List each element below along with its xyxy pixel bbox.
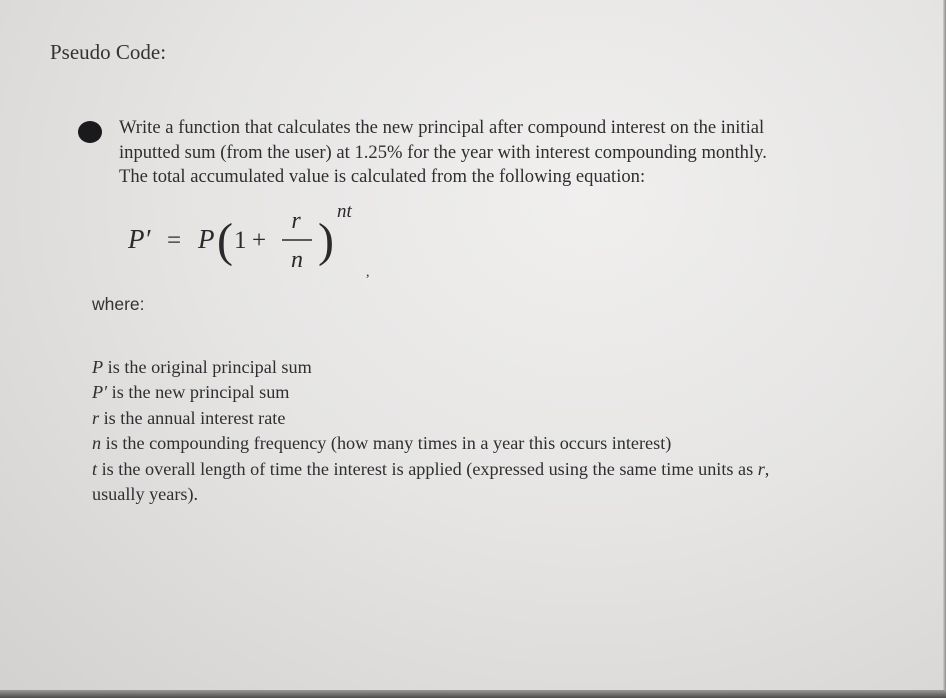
- equation-denominator: n: [291, 247, 303, 273]
- task-description: [119, 116, 879, 190]
- definition-text: usually years).: [92, 484, 199, 505]
- definition-inline-variable: r: [757, 458, 765, 479]
- equation-one: 1: [234, 227, 247, 254]
- equation-numerator: r: [291, 208, 301, 234]
- equation-open-paren: (: [217, 214, 233, 267]
- equation-close-paren: ): [318, 214, 334, 267]
- definition-text: is the annual interest rate: [99, 407, 286, 428]
- definition-row: [92, 482, 892, 507]
- equation-trailing-comma: ,: [366, 265, 370, 280]
- task-line-3: The total accumulated value is calculated from the following equation:: [119, 166, 646, 187]
- equation-plus: +: [252, 227, 267, 254]
- definition-variable: P′: [92, 382, 108, 403]
- task-line-1: Write a function that calculates the new principal after compound interest on the initial: [119, 117, 765, 138]
- definition-text: is the original principal sum: [103, 357, 312, 377]
- page-heading: Pseudo Code:: [50, 40, 167, 64]
- definition-row: [92, 380, 892, 405]
- definition-text: is the overall length of time the interest is applied (expressed using the same time units as: [97, 458, 758, 479]
- equation-equals: =: [167, 227, 182, 254]
- definition-variable: r: [92, 407, 100, 428]
- variable-definitions: [92, 355, 892, 507]
- bullet-point-icon: [78, 121, 102, 143]
- definition-row: [92, 406, 892, 431]
- definition-variable: t: [92, 458, 98, 479]
- definition-text-end: ,: [764, 458, 770, 479]
- definition-row: [92, 355, 892, 380]
- equation-lhs: P′: [128, 224, 151, 254]
- definition-variable: P: [92, 357, 104, 377]
- equation-principal: P: [198, 224, 215, 254]
- definition-row: [92, 457, 892, 482]
- task-line-2: inputted sum (from the user) at 1.25% for the year with interest compounding monthly.: [119, 141, 767, 163]
- definition-row: [92, 431, 892, 456]
- definition-variable: n: [92, 433, 102, 454]
- compound-interest-equation: [128, 196, 378, 280]
- where-label: where:: [92, 294, 145, 314]
- page-edge-bottom: [0, 690, 946, 698]
- definition-text: is the compounding frequency (how many times in a year this occurs interest): [101, 433, 672, 454]
- equation-exponent: nt: [337, 201, 352, 222]
- definition-text: is the new principal sum: [107, 382, 290, 403]
